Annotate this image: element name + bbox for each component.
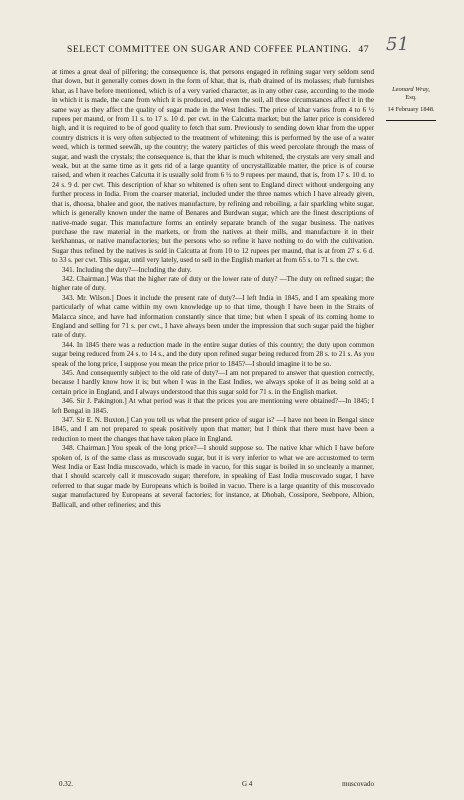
paragraph: 347. Sir E. N. Buxton.] Can you tell us what the present price of sugar is? —I have not been in Bengal since 1845, and I am not prepared to speak positively upon that matter; but I think that there must have been a reduction to meet the changes that have taken place in England. <box>52 416 374 443</box>
header-title: SELECT COMMITTEE ON SUGAR AND COFFEE PLANTING. <box>66 44 352 55</box>
paragraph: 348. Chairman.] You speak of the long price?—I should suppose so. The native khar which I have before spoken of, is of the same class as muscovado sugar, but it is very inferior to what we are accustomed to term West India or East India muscovado, which is made in vacuo, for this sugar is boiled in so uncleanly a manner, that I should scarcely call it muscovado sugar; therefore, in speaking of East India muscovado sugar, I have referred to that sugar made by Europeans which is boiled in vacuo. There is a large quantity of this muscovado sugar manufactured by Europeans at several factories; for instance, at Dhobah, Cossipore, Seebpore, Albion, Ballicall, and other refineries; and this <box>52 444 374 509</box>
witness-title: Esq. <box>405 94 417 101</box>
paragraph: 341. Including the duty?—Including the duty. <box>62 265 192 274</box>
paragraph: 345. And consequently subject to the old rate of duty?—I am not prepared to answer that question correctly, because I hardly know how it is; but when I was in the East Indies, we always spoke of it as being sold at a certain price in England, and I always understood that this sugar sold for 71 s. in the English market. <box>52 369 374 396</box>
margin-note <box>381 86 441 121</box>
page-number: 47 <box>358 44 370 55</box>
catchword: muscovado <box>342 780 374 788</box>
handwritten-folio-number: 51 <box>386 34 409 55</box>
paragraph: 343. Mr. Wilson.] Does it include the present rate of duty?—I left India in 1845, and I am speaking more particularly of what came within my own knowledge up to that time, though I have been in the Straits of Malacca since, and have had information constantly since that time; but when I speak of its coming home to England and selling for 71 s. per cwt., I have always been under the impression that such sugar paid the higher rate of duty. <box>52 293 374 340</box>
running-header <box>58 44 378 55</box>
witness-name: Leonard Wray, <box>392 86 430 93</box>
printer-signature: 0.32. <box>59 780 73 788</box>
paragraph: at times a great deal of pilfering; the consequence is, that persons engaged in refining sugar very seldom send that down, but it generally comes down in the form of khar, that is, rhab drained of its molasses; rhab furnishes khar, as I have before mentioned, which is of a very varied character, as in any other case, according to the mode in which it is made, the cane from which it is produced, and even the soil, all these circumstances affect it in the same way as they affect the quality of sugar made in the West Indies. The price of khar varies from 4 to 6 ½ rupees per maund, or from 11 s. to 17 s. 10 d. per cwt. in the Calcutta market; but the latter price is considered high, and it is required to be of good quality to fetch that sum. Previously to sending down khar from the upper country districts it is very often subjected to the treatment of whitening; this is performed by the use of a water weed, which is termed seewāh, up the country; the watery particles of this weed percolate through the mass of sugar, and wash the crystals; the consequence is, that the khar is much whitened, the crystals are very small and weak, but at the same time as it gets rid of a large quantity of uncrystallizable matter, the price is of course raised, and when it reaches Calcutta it is usually sold from 6 ½ to 9 rupees per maund, that is, from 17 s. 10 d. to 24 s. 9 d. per cwt. This description of khar so whitened is often sent to England direct without undergoing any further process in India. From the coarser material, included under the three names which I have already given, that is, dhoosa, bhalee and goor, the natives manufacture, by refining and reboiling, a fair sparkling white sugar, which is generally known under the name of Benares and Burdwan sugar, which are the finest descriptions of native-made sugar. This manufacture forms an entirely separate branch of the sugar business. The natives purchase the raw material in the markets, or from the natives at their mills, and manufacture it in their kerkhannas, or native manufactories; but the persons who so refine it have nothing to do with the cultivation. Sugar thus refined by the natives is sold in Calcutta at from 10 to 12 rupees per maund, that is at from 27 s. 6 d. to 33 s. per cwt. This sugar, until very lately, used to sell in the English market at from 65 s. to 71 s. the cwt. <box>52 68 374 265</box>
paragraph: 344. In 1845 there was a reduction made in the entire sugar duties of this country; the duty upon common sugar being reduced from 24 s. to 14 s., and the duty upon refined sugar being reduced from 28 s. to 21 s. As you speak of the long price, I suppose you mean the price prior to 1845?—I should imagine it to be so. <box>52 340 374 368</box>
paragraph: 346. Sir J. Pakington.] At what period was it that the prices you are mentioning were obtained?—In 1845; I left Bengal in 1845. <box>52 397 374 415</box>
testimony-date: 14 February 1848. <box>387 106 435 113</box>
margin-rule <box>386 120 436 121</box>
paragraph: 342. Chairman.] Was that the higher rate of duty or the lower rate of duty? —The duty on refined sugar; the higher rate of duty. <box>52 274 374 293</box>
sheet-mark: G 4 <box>242 780 253 788</box>
testimony-text <box>52 68 374 510</box>
